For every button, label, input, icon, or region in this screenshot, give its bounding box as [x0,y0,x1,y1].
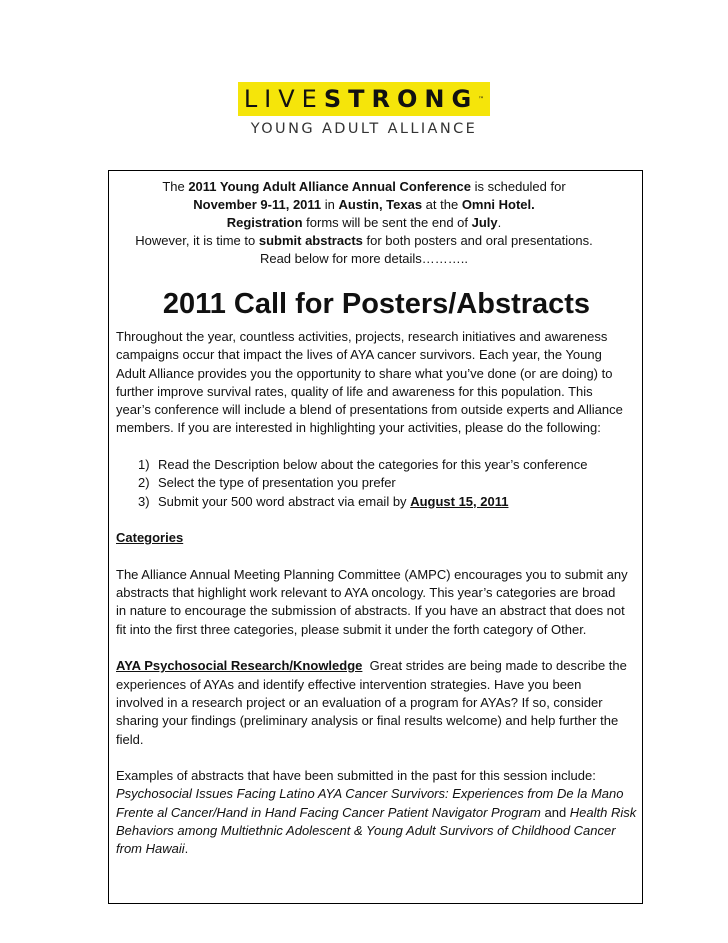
document-body [116,328,637,877]
intro-line-5: Read below for more details……….. [259,251,469,266]
steps-list [138,456,634,511]
logo-word-strong: STRONG [323,85,479,113]
intro-block [0,178,728,268]
psychosocial-title: AYA Psychosocial Research/Knowledge [116,658,363,674]
logo-subtitle: YOUNG ADULT ALLIANCE [250,121,478,137]
paragraph-intro: Throughout the year, countless activities, projects, research initiatives and awareness campaigns occur that impact the lives of AYA cancer survivors. Each year, the Young Adult Alliance provides you the opportunity to share what you’ve done (or are doing) to further improve survival rates, quality of life and awareness for this population. This year’s conference will include a blend of presentations from outside experts and Alliance members. If you are interested in highlighting your activities, please do the following: [116,329,623,436]
intro-line-1: The 2011 Young Adult Alliance Annual Conference is scheduled for [162,179,566,194]
list-item: 3) Submit your 500 word abstract via email by August 15, 2011 [138,493,634,511]
livestrong-logo [238,82,490,140]
paragraph-psychosocial: AYA Psychosocial Research/Knowledge Great strides are being made to describe the experiences of AYAs and identify effective intervention strategies. Have you been involved in a research project or an evaluation of a program for AYAs? If so, consider sharing your findings (preliminary analysis or final results welcome) and help further the field. [116,658,627,747]
logo-word-live: LIVE [243,85,324,113]
intro-line-2: November 9-11, 2011 in Austin, Texas at the Omni Hotel. [193,197,535,212]
logo-wordmark [238,82,490,116]
categories-heading: Categories [116,530,184,546]
page-title: 2011 Call for Posters/Abstracts [162,288,591,320]
intro-line-3: Registration forms will be sent the end of July. [226,215,502,230]
list-item: 2) Select the type of presentation you prefer [138,475,396,491]
logo-trademark: ™ [478,95,485,103]
paragraph-categories: The Alliance Annual Meeting Planning Committee (AMPC) encourages you to submit any abstracts that highlight work relevant to AYA oncology. This year’s categories are broad in nature to encourage the submission of abstracts. If you have an abstract that does not fit into the first three categories, please submit it under the forth category of Other. [116,566,628,637]
list-item: 1) Read the Description below about the categories for this year’s conference [138,457,588,473]
paragraph-examples: Examples of abstracts that have been submitted in the past for this session include: Psychosocial Issues Facing Latino AYA Cancer Survivors: Experiences from De la Mano Frente al Cancer/Hand in Hand Facing Cancer Patient Navigator Program and Health Risk Behaviors among Multiethnic Adolescent & Young Adult Survivors of Childhood Cancer from Hawaii. [116,768,637,857]
deadline-date: August 15, 2011 [410,493,509,509]
intro-line-4: However, it is time to submit abstracts for both posters and oral presentations. [135,233,593,248]
